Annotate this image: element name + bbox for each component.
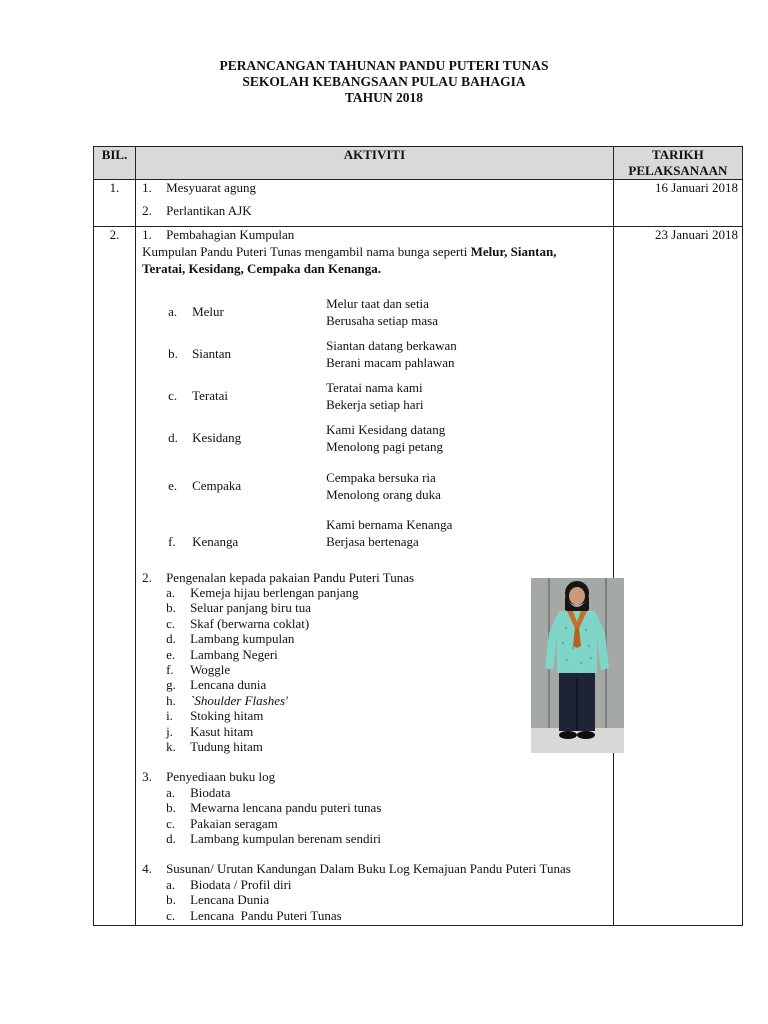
header-tarikh — [613, 147, 742, 180]
row1-tarikh-text: 16 Januari 2018 — [654, 180, 738, 195]
list-item: d. Lambang kumpulan — [166, 631, 295, 647]
header-aktiviti: AKTIVITI — [136, 147, 614, 180]
list-item: 1. Mesyuarat agung — [142, 180, 256, 195]
section-4-list — [166, 877, 342, 923]
group-cempaka: e. Cempaka — [168, 478, 242, 493]
row1-bil-text: 1. — [109, 180, 120, 195]
table-row — [94, 227, 743, 926]
table-row — [94, 180, 743, 227]
row1-bil — [94, 180, 136, 227]
header-tarikh-line2: PELAKSANAAN — [628, 163, 728, 178]
list-item: i. Stoking hitam — [166, 708, 264, 724]
list-item: d. Lambang kumpulan berenam sendiri — [166, 831, 382, 847]
row1-tarikh — [613, 180, 742, 227]
title-line-2: SEKOLAH KEBANGSAAN PULAU BAHAGIA — [242, 74, 526, 89]
list-item: a. Kemeja hijau berlengan panjang — [166, 585, 359, 600]
title-line-1: PERANCANGAN TAHUNAN PANDU PUTERI TUNAS — [219, 58, 549, 73]
group-teratai: c. Teratai — [168, 388, 228, 403]
section-2-list — [166, 585, 359, 754]
list-item: c. Lencana Pandu Puteri Tunas — [166, 907, 342, 923]
uniform-photo — [531, 578, 624, 753]
list-item: c. Skaf (berwarna coklat) — [166, 615, 310, 631]
list-item: e. Lambang Negeri — [166, 646, 278, 662]
row2-aktiviti — [136, 227, 614, 926]
group-teratai-motto: Teratai nama kami Bekerja setiap hari — [326, 380, 424, 412]
list-item: k. Tudung hitam — [166, 739, 263, 755]
list-item: 2. Perlantikan AJK — [142, 203, 252, 218]
group-kenanga: f. Kenanga — [168, 534, 239, 549]
section-1-title: 1. Pembahagian Kumpulan — [142, 227, 295, 242]
row2-tarikh-text: 23 Januari 2018 — [654, 227, 738, 242]
list-item: b. Seluar panjang biru tua — [166, 600, 311, 616]
section-3-list — [166, 785, 381, 847]
title-line-3: TAHUN 2018 — [344, 90, 424, 105]
activity-table — [93, 146, 743, 926]
group-kesidang: d. Kesidang — [168, 430, 242, 445]
uniform-photo-graphic — [531, 578, 624, 753]
row2-bil — [94, 227, 136, 926]
section-2-title: 2. Pengenalan kepada pakaian Pandu Puteri Tunas — [142, 570, 415, 585]
group-melur: a. Melur — [168, 304, 224, 319]
list-item: f. Woggle — [166, 662, 231, 678]
list-item: h. `Shoulder Flashes' — [166, 692, 288, 708]
document-title — [0, 58, 768, 106]
group-siantan: b. Siantan — [168, 346, 232, 361]
list-item: g. Lencana dunia — [166, 677, 267, 693]
header-tarikh-line1: TARIKH — [652, 147, 704, 162]
list-item: c. Pakaian seragam — [166, 815, 278, 831]
list-item: a. Biodata / Profil diri — [166, 877, 292, 892]
list-item: b. Mewarna lencana pandu puteri tunas — [166, 800, 382, 816]
list-item: a. Biodata — [166, 785, 231, 800]
row2-bil-text: 2. — [109, 227, 120, 242]
section-1-intro: Kumpulan Pandu Puteri Tunas mengambil nama bunga seperti Melur, Siantan, Teratai, Kesidang, Cempaka dan Kenanga. — [142, 244, 557, 276]
section-4-title: 4. Susunan/ Urutan Kandungan Dalam Buku Log Kemajuan Pandu Puteri Tunas — [142, 861, 571, 876]
list-item: j. Kasut hitam — [166, 723, 254, 739]
section-3-title: 3. Penyediaan buku log — [142, 769, 276, 784]
group-melur-motto: Melur taat dan setia Berusaha setiap masa — [326, 296, 438, 328]
group-kesidang-motto: Kami Kesidang datang Menolong pagi petang — [326, 422, 446, 454]
group-siantan-motto: Siantan datang berkawan Berani macam pahlawan — [326, 338, 457, 370]
list-item: b. Lencana Dunia — [166, 892, 270, 908]
table-header-row — [94, 147, 743, 180]
group-cempaka-motto: Cempaka bersuka ria Menolong orang duka — [326, 470, 441, 502]
header-bil: BIL. — [94, 147, 136, 180]
row1-aktiviti — [136, 180, 614, 227]
row2-tarikh — [613, 227, 742, 926]
group-kenanga-motto: Kami bernama Kenanga Berjasa bertenaga — [326, 517, 453, 549]
